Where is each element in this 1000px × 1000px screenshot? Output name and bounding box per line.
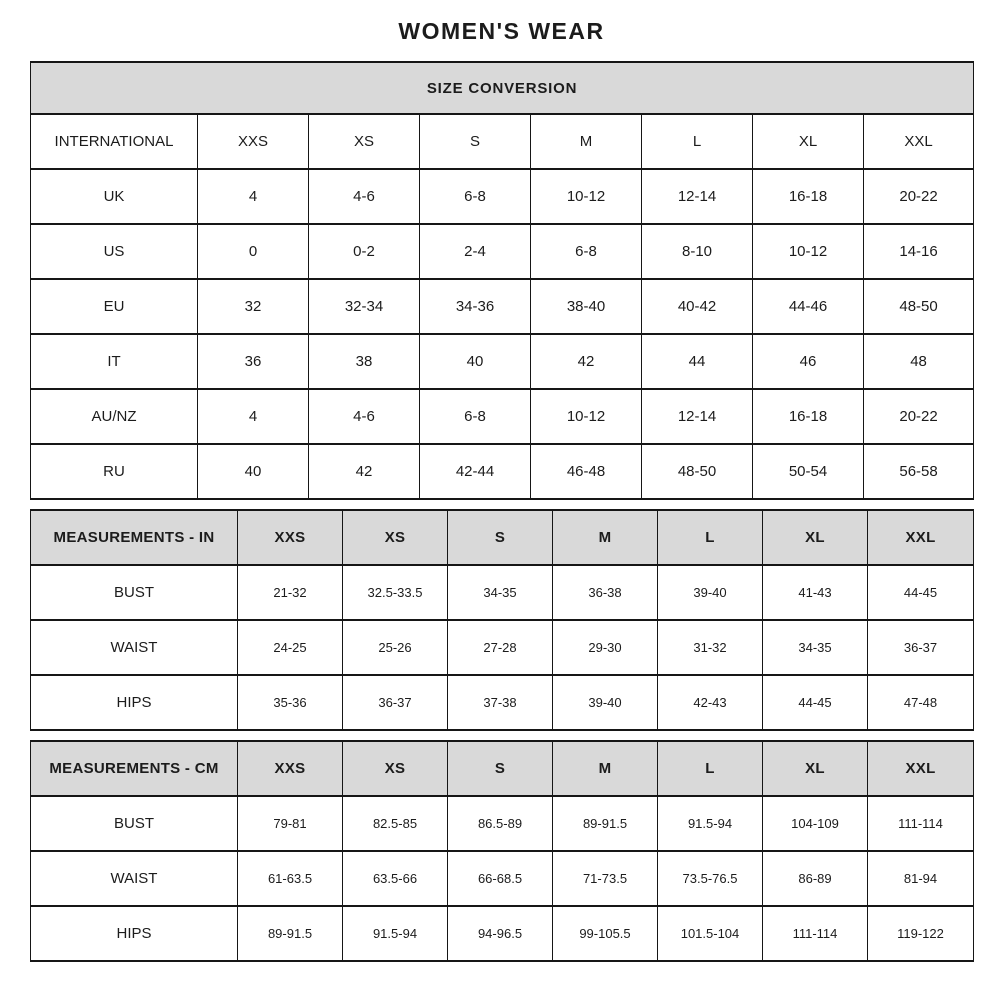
size-cell: 38-40 xyxy=(531,279,642,334)
size-cell: 32-34 xyxy=(309,279,420,334)
size-cell: 48 xyxy=(864,334,974,389)
column-header: XS xyxy=(343,741,448,796)
column-header: XXL xyxy=(864,114,974,169)
size-cell: 48-50 xyxy=(642,444,753,499)
column-header: L xyxy=(658,741,763,796)
table-row xyxy=(31,675,974,730)
size-conversion-title: SIZE CONVERSION xyxy=(31,62,974,114)
size-cell: 46 xyxy=(753,334,864,389)
measurement-cell: 111-114 xyxy=(868,796,974,851)
measurement-cell: 63.5-66 xyxy=(343,851,448,906)
size-cell: 56-58 xyxy=(864,444,974,499)
size-cell: 40 xyxy=(420,334,531,389)
measurement-cell: 25-26 xyxy=(343,620,448,675)
table-row xyxy=(31,851,974,906)
table-header-row xyxy=(31,510,974,565)
size-cell: 20-22 xyxy=(864,389,974,444)
measurement-cell: 37-38 xyxy=(448,675,553,730)
size-cell: 36 xyxy=(198,334,309,389)
measurement-cell: 71-73.5 xyxy=(553,851,658,906)
measurement-cell: 89-91.5 xyxy=(553,796,658,851)
column-header: XL xyxy=(763,741,868,796)
measurement-cell: 86-89 xyxy=(763,851,868,906)
measurement-cell: 44-45 xyxy=(868,565,974,620)
column-header: XXS xyxy=(238,741,343,796)
size-cell: 2-4 xyxy=(420,224,531,279)
column-header: XS xyxy=(343,510,448,565)
measurement-cell: 41-43 xyxy=(763,565,868,620)
table-title-row xyxy=(31,62,974,114)
measurement-cell: 39-40 xyxy=(553,675,658,730)
measurement-cell: 27-28 xyxy=(448,620,553,675)
size-cell: 34-36 xyxy=(420,279,531,334)
measurement-cell: 99-105.5 xyxy=(553,906,658,961)
size-cell: 50-54 xyxy=(753,444,864,499)
column-header: L xyxy=(642,114,753,169)
measurement-cell: 36-37 xyxy=(343,675,448,730)
size-cell: 38 xyxy=(309,334,420,389)
row-label: RU xyxy=(31,444,198,499)
measurement-cell: 73.5-76.5 xyxy=(658,851,763,906)
size-cell: 44 xyxy=(642,334,753,389)
measurement-cell: 61-63.5 xyxy=(238,851,343,906)
column-header: S xyxy=(420,114,531,169)
measurement-cell: 86.5-89 xyxy=(448,796,553,851)
row-label: UK xyxy=(31,169,198,224)
table-row xyxy=(31,224,974,279)
size-cell: 16-18 xyxy=(753,169,864,224)
page-title: WOMEN'S WEAR xyxy=(398,18,605,44)
size-cell: 44-46 xyxy=(753,279,864,334)
column-header: XL xyxy=(753,114,864,169)
measurement-cell: 44-45 xyxy=(763,675,868,730)
measurements-in-title: MEASUREMENTS - IN xyxy=(31,510,238,565)
size-cell: 6-8 xyxy=(420,389,531,444)
size-cell: 48-50 xyxy=(864,279,974,334)
measurement-cell: 79-81 xyxy=(238,796,343,851)
size-cell: 12-14 xyxy=(642,169,753,224)
size-cell: 46-48 xyxy=(531,444,642,499)
measurement-cell: 31-32 xyxy=(658,620,763,675)
column-header: XXS xyxy=(198,114,309,169)
measurement-cell: 36-37 xyxy=(868,620,974,675)
measurement-cell: 91.5-94 xyxy=(658,796,763,851)
column-header: XL xyxy=(763,510,868,565)
measurement-cell: 34-35 xyxy=(763,620,868,675)
column-header: M xyxy=(531,114,642,169)
column-header: XXL xyxy=(868,741,974,796)
row-label: US xyxy=(31,224,198,279)
row-label: HIPS xyxy=(31,675,238,730)
measurement-cell: 82.5-85 xyxy=(343,796,448,851)
size-cell: 4-6 xyxy=(309,169,420,224)
column-header: L xyxy=(658,510,763,565)
size-cell: 4-6 xyxy=(309,389,420,444)
size-cell: 0-2 xyxy=(309,224,420,279)
measurement-cell: 24-25 xyxy=(238,620,343,675)
size-cell: 6-8 xyxy=(531,224,642,279)
table-row xyxy=(31,389,974,444)
table-row xyxy=(31,565,974,620)
measurement-cell: 35-36 xyxy=(238,675,343,730)
column-header: XXL xyxy=(868,510,974,565)
size-cell: 10-12 xyxy=(531,389,642,444)
measurement-cell: 94-96.5 xyxy=(448,906,553,961)
table-row xyxy=(31,334,974,389)
measurement-cell: 39-40 xyxy=(658,565,763,620)
table-header-row xyxy=(31,114,974,169)
measurement-cell: 111-114 xyxy=(763,906,868,961)
table-row xyxy=(31,279,974,334)
size-cell: 42 xyxy=(309,444,420,499)
row-label: EU xyxy=(31,279,198,334)
row-label: BUST xyxy=(31,565,238,620)
row-label: IT xyxy=(31,334,198,389)
measurement-cell: 104-109 xyxy=(763,796,868,851)
size-cell: 14-16 xyxy=(864,224,974,279)
column-header: XXS xyxy=(238,510,343,565)
row-label: BUST xyxy=(31,796,238,851)
measurement-cell: 91.5-94 xyxy=(343,906,448,961)
size-cell: 42-44 xyxy=(420,444,531,499)
measurement-cell: 89-91.5 xyxy=(238,906,343,961)
measurement-cell: 66-68.5 xyxy=(448,851,553,906)
size-cell: 10-12 xyxy=(531,169,642,224)
table-row xyxy=(31,169,974,224)
table-row xyxy=(31,620,974,675)
measurement-cell: 119-122 xyxy=(868,906,974,961)
column-header: M xyxy=(553,741,658,796)
table-measurements-cm xyxy=(30,740,974,962)
table-row xyxy=(31,444,974,499)
size-cell: 4 xyxy=(198,389,309,444)
table-measurements-in xyxy=(30,509,974,731)
measurement-cell: 81-94 xyxy=(868,851,974,906)
measurements-cm-title: MEASUREMENTS - CM xyxy=(31,741,238,796)
size-cell: 40-42 xyxy=(642,279,753,334)
size-cell: 10-12 xyxy=(753,224,864,279)
column-header: INTERNATIONAL xyxy=(31,114,198,169)
column-header: S xyxy=(448,510,553,565)
size-cell: 6-8 xyxy=(420,169,531,224)
table-size-conversion xyxy=(30,61,974,500)
column-header: XS xyxy=(309,114,420,169)
size-cell: 32 xyxy=(198,279,309,334)
measurement-cell: 21-32 xyxy=(238,565,343,620)
table-row xyxy=(31,796,974,851)
row-label: HIPS xyxy=(31,906,238,961)
column-header: M xyxy=(553,510,658,565)
column-header: S xyxy=(448,741,553,796)
size-cell: 4 xyxy=(198,169,309,224)
measurement-cell: 42-43 xyxy=(658,675,763,730)
measurement-cell: 36-38 xyxy=(553,565,658,620)
measurement-cell: 101.5-104 xyxy=(658,906,763,961)
row-label: WAIST xyxy=(31,851,238,906)
row-label: AU/NZ xyxy=(31,389,198,444)
measurement-cell: 32.5-33.5 xyxy=(343,565,448,620)
row-label: WAIST xyxy=(31,620,238,675)
measurement-cell: 47-48 xyxy=(868,675,974,730)
size-cell: 16-18 xyxy=(753,389,864,444)
size-cell: 40 xyxy=(198,444,309,499)
table-header-row xyxy=(31,741,974,796)
size-cell: 8-10 xyxy=(642,224,753,279)
size-cell: 20-22 xyxy=(864,169,974,224)
size-cell: 12-14 xyxy=(642,389,753,444)
measurement-cell: 34-35 xyxy=(448,565,553,620)
measurement-cell: 29-30 xyxy=(553,620,658,675)
size-cell: 42 xyxy=(531,334,642,389)
table-row xyxy=(31,906,974,961)
size-cell: 0 xyxy=(198,224,309,279)
